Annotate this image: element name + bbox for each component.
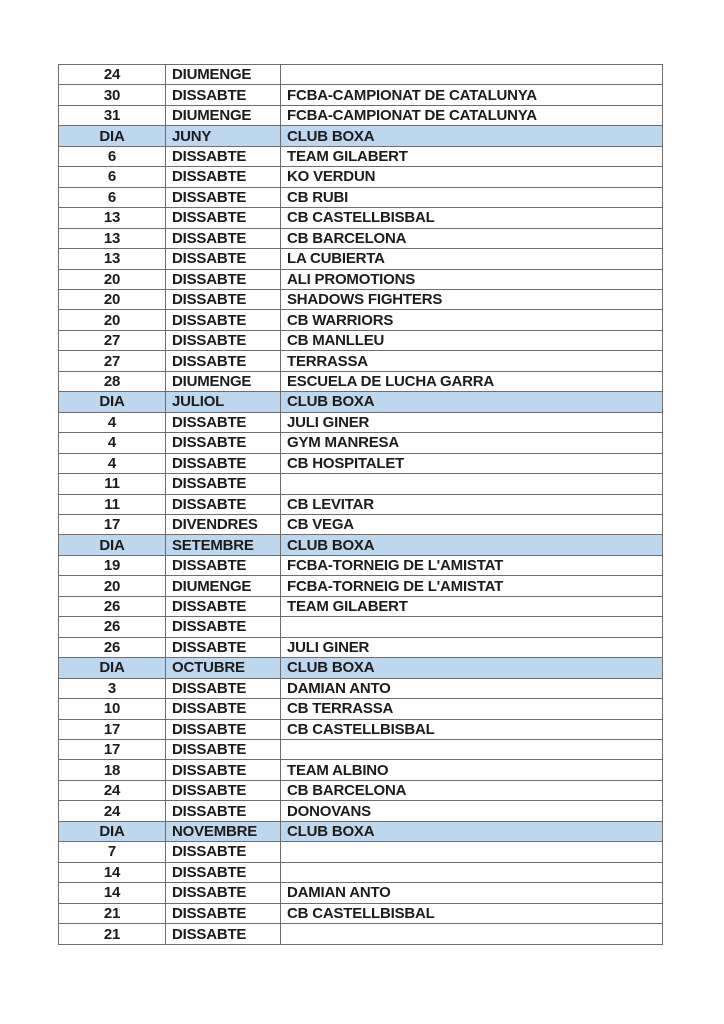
table-row (59, 105, 663, 125)
club-cell: TEAM ALBINO (281, 760, 663, 780)
table-row (59, 739, 663, 759)
table-row (59, 289, 663, 309)
day-cell: DIA (59, 392, 166, 412)
month-header-row (59, 535, 663, 555)
weekday-cell: DISSABTE (166, 453, 281, 473)
day-cell: DIA (59, 821, 166, 841)
table-row (59, 883, 663, 903)
weekday-cell: DIUMENGE (166, 576, 281, 596)
weekday-cell: DISSABTE (166, 617, 281, 637)
weekday-cell: DISSABTE (166, 494, 281, 514)
weekday-cell: DISSABTE (166, 228, 281, 248)
club-cell: CB VEGA (281, 514, 663, 534)
schedule-table-body (59, 65, 663, 945)
weekday-cell: DISSABTE (166, 699, 281, 719)
club-cell: CLUB BOXA (281, 658, 663, 678)
table-row (59, 208, 663, 228)
weekday-cell: DIUMENGE (166, 371, 281, 391)
table-row (59, 474, 663, 494)
day-cell: 20 (59, 576, 166, 596)
month-header-row (59, 821, 663, 841)
club-cell: CLUB BOXA (281, 535, 663, 555)
weekday-cell: DISSABTE (166, 167, 281, 187)
weekday-cell: DISSABTE (166, 637, 281, 657)
table-row (59, 453, 663, 473)
day-cell: 27 (59, 330, 166, 350)
day-cell: 21 (59, 924, 166, 945)
club-cell: DAMIAN ANTO (281, 678, 663, 698)
table-row (59, 842, 663, 862)
weekday-cell: SETEMBRE (166, 535, 281, 555)
day-cell: 4 (59, 453, 166, 473)
club-cell: SHADOWS FIGHTERS (281, 289, 663, 309)
weekday-cell: DISSABTE (166, 269, 281, 289)
table-row (59, 514, 663, 534)
day-cell: 17 (59, 719, 166, 739)
weekday-cell: DISSABTE (166, 85, 281, 105)
weekday-cell: DISSABTE (166, 433, 281, 453)
weekday-cell: JUNY (166, 126, 281, 146)
month-header-row (59, 126, 663, 146)
table-row (59, 187, 663, 207)
day-cell: 27 (59, 351, 166, 371)
day-cell: 20 (59, 310, 166, 330)
club-cell: TEAM GILABERT (281, 146, 663, 166)
day-cell: 10 (59, 699, 166, 719)
weekday-cell: DISSABTE (166, 187, 281, 207)
day-cell: 4 (59, 412, 166, 432)
club-cell: CB HOSPITALET (281, 453, 663, 473)
table-row (59, 371, 663, 391)
club-cell (281, 474, 663, 494)
table-row (59, 903, 663, 923)
month-header-row (59, 392, 663, 412)
day-cell: 26 (59, 596, 166, 616)
day-cell: 7 (59, 842, 166, 862)
club-cell: DONOVANS (281, 801, 663, 821)
weekday-cell: DISSABTE (166, 289, 281, 309)
weekday-cell: DISSABTE (166, 883, 281, 903)
weekday-cell: DISSABTE (166, 555, 281, 575)
day-cell: 17 (59, 514, 166, 534)
weekday-cell: OCTUBRE (166, 658, 281, 678)
day-cell: 14 (59, 883, 166, 903)
table-row (59, 433, 663, 453)
day-cell: 20 (59, 269, 166, 289)
day-cell: 13 (59, 249, 166, 269)
day-cell: 20 (59, 289, 166, 309)
club-cell (281, 739, 663, 759)
club-cell: JULI GINER (281, 637, 663, 657)
club-cell: CB CASTELLBISBAL (281, 903, 663, 923)
club-cell: CB WARRIORS (281, 310, 663, 330)
club-cell (281, 862, 663, 882)
weekday-cell: DISSABTE (166, 330, 281, 350)
club-cell: TEAM GILABERT (281, 596, 663, 616)
day-cell: DIA (59, 126, 166, 146)
day-cell: 24 (59, 780, 166, 800)
table-row (59, 924, 663, 945)
table-row (59, 780, 663, 800)
table-row (59, 699, 663, 719)
club-cell: LA CUBIERTA (281, 249, 663, 269)
table-row (59, 678, 663, 698)
club-cell: CB BARCELONA (281, 228, 663, 248)
club-cell: CB MANLLEU (281, 330, 663, 350)
club-cell: CLUB BOXA (281, 821, 663, 841)
table-row (59, 494, 663, 514)
table-row (59, 719, 663, 739)
weekday-cell: JULIOL (166, 392, 281, 412)
club-cell: CB BARCELONA (281, 780, 663, 800)
club-cell (281, 617, 663, 637)
weekday-cell: DISSABTE (166, 862, 281, 882)
table-row (59, 310, 663, 330)
club-cell: CB LEVITAR (281, 494, 663, 514)
table-row (59, 146, 663, 166)
day-cell: 24 (59, 801, 166, 821)
day-cell: 31 (59, 105, 166, 125)
table-row (59, 85, 663, 105)
weekday-cell: DISSABTE (166, 310, 281, 330)
club-cell (281, 65, 663, 85)
day-cell: DIA (59, 535, 166, 555)
club-cell: FCBA-TORNEIG DE L'AMISTAT (281, 576, 663, 596)
club-cell: FCBA-TORNEIG DE L'AMISTAT (281, 555, 663, 575)
club-cell: CB TERRASSA (281, 699, 663, 719)
day-cell: 24 (59, 65, 166, 85)
weekday-cell: DISSABTE (166, 351, 281, 371)
table-row (59, 637, 663, 657)
club-cell: CB CASTELLBISBAL (281, 719, 663, 739)
weekday-cell: DISSABTE (166, 474, 281, 494)
month-header-row (59, 658, 663, 678)
club-cell: GYM MANRESA (281, 433, 663, 453)
weekday-cell: DISSABTE (166, 739, 281, 759)
club-cell (281, 924, 663, 945)
club-cell: CLUB BOXA (281, 392, 663, 412)
day-cell: 6 (59, 187, 166, 207)
weekday-cell: DISSABTE (166, 146, 281, 166)
weekday-cell: DISSABTE (166, 924, 281, 945)
weekday-cell: DIUMENGE (166, 105, 281, 125)
weekday-cell: DISSABTE (166, 780, 281, 800)
club-cell: FCBA-CAMPIONAT DE CATALUNYA (281, 105, 663, 125)
day-cell: 19 (59, 555, 166, 575)
weekday-cell: DISSABTE (166, 719, 281, 739)
day-cell: 11 (59, 474, 166, 494)
club-cell: CLUB BOXA (281, 126, 663, 146)
day-cell: DIA (59, 658, 166, 678)
day-cell: 13 (59, 228, 166, 248)
weekday-cell: DISSABTE (166, 208, 281, 228)
club-cell: KO VERDUN (281, 167, 663, 187)
day-cell: 17 (59, 739, 166, 759)
day-cell: 11 (59, 494, 166, 514)
weekday-cell: DISSABTE (166, 596, 281, 616)
day-cell: 18 (59, 760, 166, 780)
day-cell: 6 (59, 167, 166, 187)
table-row (59, 596, 663, 616)
schedule-table (58, 64, 663, 945)
club-cell: CB RUBI (281, 187, 663, 207)
day-cell: 4 (59, 433, 166, 453)
weekday-cell: DISSABTE (166, 760, 281, 780)
table-row (59, 330, 663, 350)
weekday-cell: DIUMENGE (166, 65, 281, 85)
weekday-cell: DISSABTE (166, 842, 281, 862)
schedule-table-container (58, 64, 663, 945)
day-cell: 6 (59, 146, 166, 166)
club-cell: ESCUELA DE LUCHA GARRA (281, 371, 663, 391)
day-cell: 26 (59, 637, 166, 657)
table-row (59, 269, 663, 289)
club-cell (281, 842, 663, 862)
table-row (59, 249, 663, 269)
weekday-cell: DISSABTE (166, 678, 281, 698)
table-row (59, 351, 663, 371)
table-row (59, 228, 663, 248)
table-row (59, 555, 663, 575)
table-row (59, 760, 663, 780)
day-cell: 13 (59, 208, 166, 228)
table-row (59, 65, 663, 85)
day-cell: 26 (59, 617, 166, 637)
weekday-cell: DISSABTE (166, 249, 281, 269)
day-cell: 14 (59, 862, 166, 882)
club-cell: FCBA-CAMPIONAT DE CATALUNYA (281, 85, 663, 105)
weekday-cell: DISSABTE (166, 801, 281, 821)
table-row (59, 801, 663, 821)
table-row (59, 862, 663, 882)
club-cell: JULI GINER (281, 412, 663, 432)
club-cell: DAMIAN ANTO (281, 883, 663, 903)
club-cell: TERRASSA (281, 351, 663, 371)
day-cell: 28 (59, 371, 166, 391)
table-row (59, 167, 663, 187)
day-cell: 30 (59, 85, 166, 105)
club-cell: CB CASTELLBISBAL (281, 208, 663, 228)
weekday-cell: NOVEMBRE (166, 821, 281, 841)
table-row (59, 617, 663, 637)
table-row (59, 412, 663, 432)
table-row (59, 576, 663, 596)
weekday-cell: DISSABTE (166, 412, 281, 432)
weekday-cell: DIVENDRES (166, 514, 281, 534)
weekday-cell: DISSABTE (166, 903, 281, 923)
day-cell: 21 (59, 903, 166, 923)
club-cell: ALI PROMOTIONS (281, 269, 663, 289)
day-cell: 3 (59, 678, 166, 698)
